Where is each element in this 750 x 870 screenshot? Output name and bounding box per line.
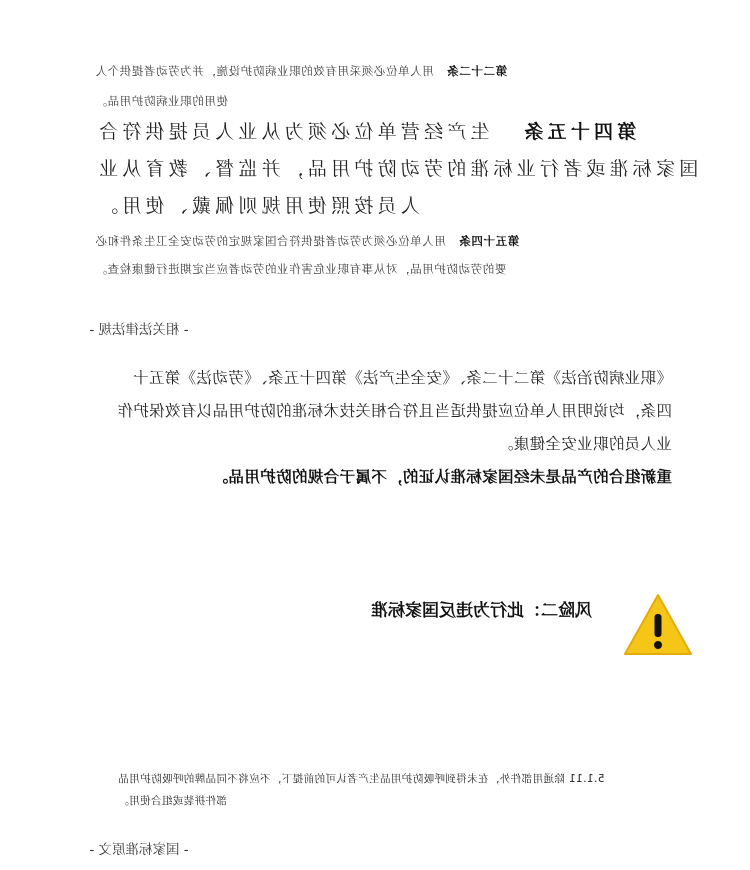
related-laws-label: - 相关法律法规 - xyxy=(89,322,189,338)
art45-heading: 第四十五条 xyxy=(520,121,637,143)
law-excerpt-image xyxy=(95,50,699,290)
warning-exclamation-bar xyxy=(655,614,662,637)
standard-source-label: - 国家标准原文 - xyxy=(89,842,189,858)
art45-line3: 人员按照使用规则佩戴、使用。 xyxy=(95,195,420,217)
warning-exclamation-dot xyxy=(654,641,662,649)
art45-line1: 第四十五条 生产经营单位必须为从业人员提供符合 xyxy=(95,121,637,143)
art54-heading: 第五十四条 xyxy=(458,234,520,248)
summary-line: 四条，均说明用人单位应提供适当且符合相关技术标准的防护用品以有效保护作 xyxy=(117,402,672,420)
summary-line: 业人员的职业安全健康。 xyxy=(497,435,672,453)
standard-line: 5.1.11 除通用部件外，在未得到呼吸防护用品生产者认可的前提下，不应将不同品牌的呼吸防护用品 xyxy=(118,773,605,785)
risk-title: 风险二：此行为违反国家标准 xyxy=(371,601,592,621)
art54-line1: 第五十四条 用人单位必须为劳动者提供符合国家规定的劳动安全卫生条件和必 xyxy=(95,234,520,248)
art22-line1: 第二十二条 用人单位必须采用有效的职业病防护设施，并为劳动者提供个人 xyxy=(95,64,508,78)
summary-line: 《职业病防治法》第二十二条、《安全生产法》第四十五条、《劳动法》第五十 xyxy=(132,369,672,387)
warning-icon xyxy=(622,592,694,658)
art22-heading: 第二十二条 xyxy=(446,64,508,78)
summary-bold-line: 重新组合的产品是未经国家标准认证的，不属于合规的防护用品。 xyxy=(212,468,672,486)
standard-excerpt xyxy=(118,768,638,812)
art45-line2: 国家标准或者行业标准的劳动防护用品，并监督、教育从业 xyxy=(95,158,699,180)
art22-line2: 使用的职业病防护用品。 xyxy=(95,94,229,108)
art54-line2: 要的劳动防护用品，对从事有职业危害作业的劳动者应当定期进行健康检查。 xyxy=(95,262,507,276)
summary-paragraph xyxy=(80,362,672,494)
standard-line: 部件拼装或组合使用。 xyxy=(118,795,227,807)
